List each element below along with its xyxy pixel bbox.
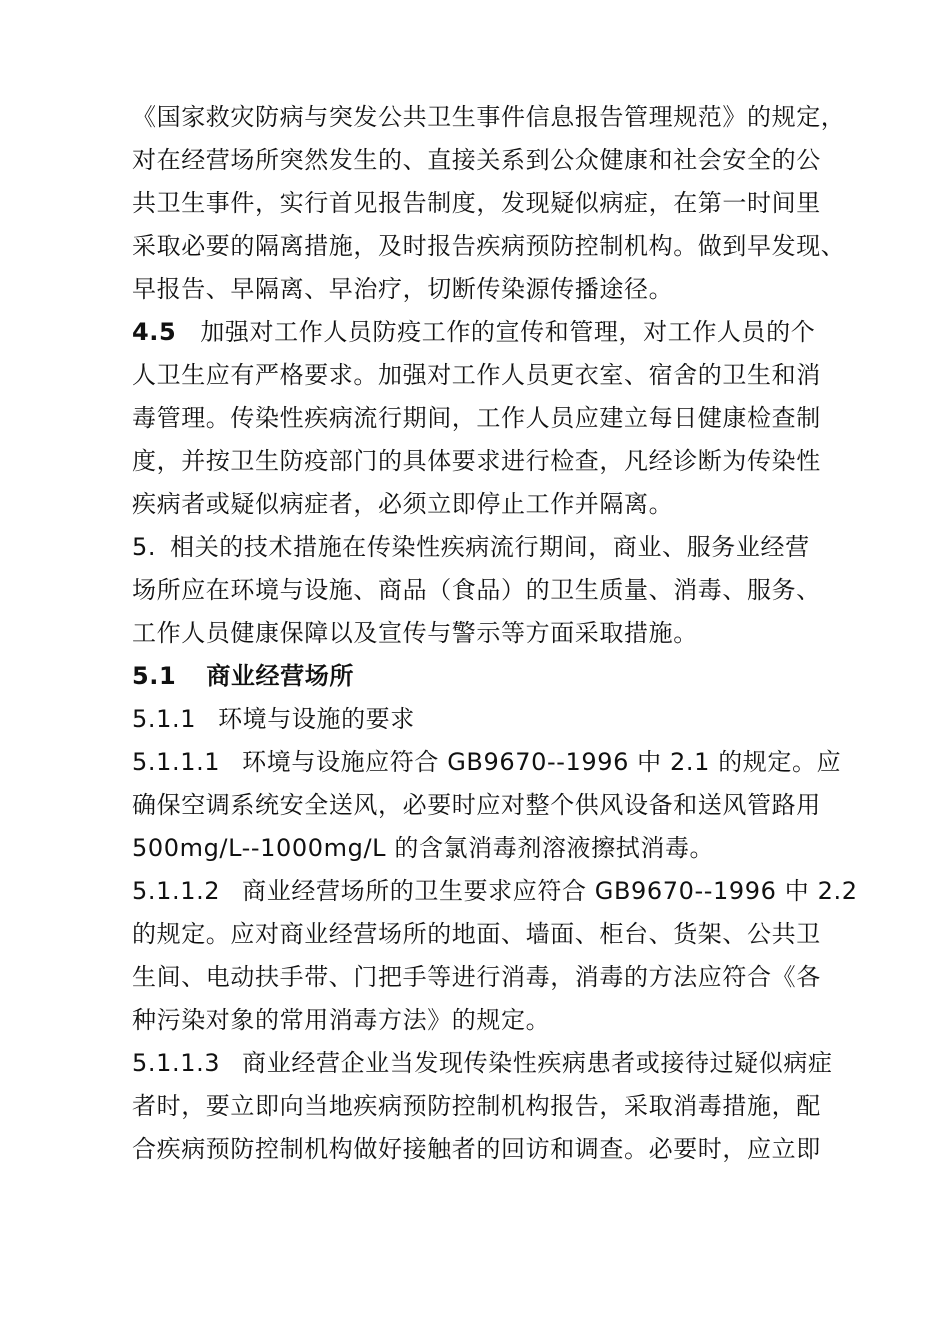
text-line: 采取必要的隔离措施，及时报告疾病预防控制机构。做到早发现、	[132, 232, 846, 260]
section-5	[132, 526, 844, 655]
intro-paragraph	[132, 96, 844, 311]
section-text: 加强对工作人员防疫工作的宣传和管理，对工作人员的个	[200, 318, 816, 346]
section-number: 5.1.1.1	[132, 748, 221, 776]
section-text: 相关的技术措施在传染性疾病流行期间，商业、服务业经营	[170, 533, 810, 561]
section-title: 商业经营场所	[206, 662, 354, 690]
text-line: 生间、电动扶手带、门把手等进行消毒，消毒的方法应符合《各	[132, 963, 821, 991]
text-line	[132, 1042, 844, 1085]
section-text: 商业经营企业当发现传染性疾病患者或接待过疑似病症	[242, 1049, 833, 1077]
text-line	[132, 311, 844, 354]
text-line: 人卫生应有严格要求。加强对工作人员更衣室、宿舍的卫生和消	[132, 361, 821, 389]
section-5-1-1-2	[132, 870, 858, 1042]
text-line: 的规定。应对商业经营场所的地面、墙面、柜台、货架、公共卫	[132, 920, 821, 948]
section-number: 4.5	[132, 318, 177, 346]
section-5-1-1-1	[132, 741, 844, 870]
section-5-1-1-3	[132, 1042, 844, 1171]
section-5-1-heading	[132, 655, 844, 698]
text-line: 确保空调系统安全送风，必要时应对整个供风设备和送风管路用	[132, 791, 821, 819]
text-line: 早报告、早隔离、早治疗，切断传染源传播途径。	[132, 275, 674, 303]
section-number: 5.1.1.3	[132, 1049, 221, 1077]
text-line: 《国家救灾防病与突发公共卫生事件信息报告管理规范》的规定，	[132, 103, 846, 131]
text-line: 疾病者或疑似病症者，必须立即停止工作并隔离。	[132, 490, 674, 518]
text-line	[132, 526, 844, 569]
section-number: 5.1.1	[132, 705, 197, 733]
text-line	[132, 655, 844, 698]
section-5-1-1-heading	[132, 698, 844, 741]
section-text: 环境与设施应符合 GB9670--1996 中 2.1 的规定。应	[242, 748, 842, 776]
text-line: 场所应在环境与设施、商品（食品）的卫生质量、消毒、服务、	[132, 576, 821, 604]
section-number: 5.1	[132, 662, 177, 690]
section-number: 5.1.1.2	[132, 877, 221, 905]
text-line: 合疾病预防控制机构做好接触者的回访和调查。必要时，应立即	[132, 1135, 821, 1163]
section-4-5	[132, 311, 844, 526]
section-title: 环境与设施的要求	[218, 705, 415, 733]
text-line	[132, 698, 844, 741]
section-number: 5.	[132, 533, 157, 561]
text-line	[132, 870, 858, 913]
text-line: 工作人员健康保障以及宣传与警示等方面采取措施。	[132, 619, 698, 647]
text-line: 500mg/L--1000mg/L 的含氯消毒剂溶液擦拭消毒。	[132, 834, 715, 862]
text-line: 度，并按卫生防疫部门的具体要求进行检查，凡经诊断为传染性	[132, 447, 821, 475]
text-line: 共卫生事件，实行首见报告制度，发现疑似病症，在第一时间里	[132, 189, 821, 217]
text-line: 者时，要立即向当地疾病预防控制机构报告，采取消毒措施，配	[132, 1092, 821, 1120]
text-line: 对在经营场所突然发生的、直接关系到公众健康和社会安全的公	[132, 146, 821, 174]
text-line: 毒管理。传染性疾病流行期间，工作人员应建立每日健康检查制	[132, 404, 821, 432]
document-page	[132, 96, 858, 1171]
section-text: 商业经营场所的卫生要求应符合 GB9670--1996 中 2.2	[242, 877, 858, 905]
text-line	[132, 741, 844, 784]
text-line: 种污染对象的常用消毒方法》的规定。	[132, 1006, 551, 1034]
